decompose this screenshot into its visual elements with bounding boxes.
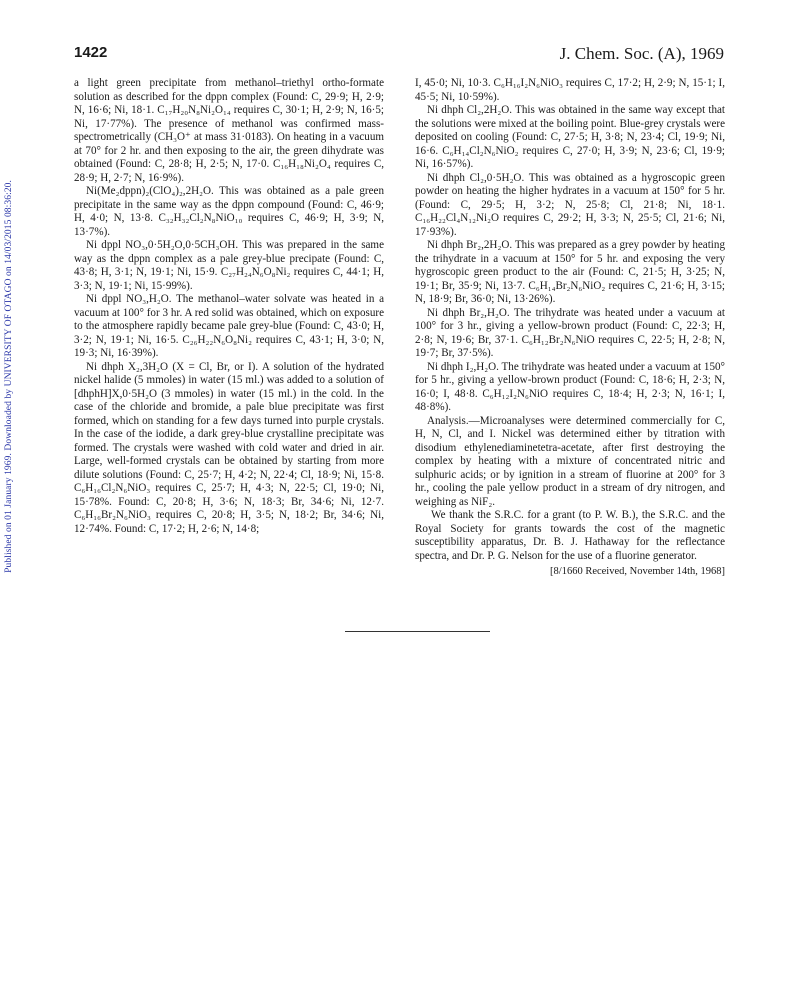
page-number: 1422: [74, 44, 108, 61]
paragraph: Ni dhph I₂,H₂O. The trihydrate was heated under a vacuum at 150° for 5 hr., giving a yellow-brown product (Found: C, 18·6; H, 2·3; N, 16·0; I, 48·8. C₆H₁₂I₂N₆NiO requires C, 18·4; H, 2·3; N, 16·1; I, 48·8%).: [415, 360, 725, 413]
left-column: [74, 77, 384, 536]
paragraph: Ni dhph Cl₂,2H₂O. This was obtained in the same way except that the solutions were mixed at the boiling point. Blue-grey crystals were deposited on cooling (Found: C, 27·5; H, 3·8; N, 23·4; Cl, 19·9; Ni, 16·6. C₆H₁₄Cl₂N₆NiO₂ requires C, 27·0; H, 3·9; N, 23·6; Cl, 19·9; Ni, 16·57%).: [415, 104, 725, 170]
acknowledgement: We thank the S.R.C. for a grant (to P. W. B.), the S.R.C. and the Royal Society for grants towards the cost of the magnetic susceptibility apparatus, Dr. B. J. Hathaway for the reflectance spectra, and Dr. P. G. Nelson for the use of a fluorine generator.: [415, 509, 725, 562]
paragraph: Ni dppl NO₃,0·5H₂O,0·5CH₃OH. This was prepared in the same way as the dppn complex as a pale grey-blue precipate (Found: C, 43·8; H, 3·1; N, 19·1; Ni, 15·9. C₂₇H₂₄N₆O₈Ni₂ requires C, 44·1; H, 3·3; N, 19·1; Ni, 15·99%).: [74, 239, 384, 292]
received-date: [8/1660 Received, November 14th, 1968]: [550, 566, 725, 577]
right-column: [415, 77, 725, 579]
journal-reference: J. Chem. Soc. (A), 1969: [559, 44, 724, 63]
paragraph: I, 45·0; Ni, 10·3. C₆H₁₆I₂N₆NiO₃ requires C, 17·2; H, 2·9; N, 15·1; I, 45·5; Ni, 10·59%).: [415, 77, 725, 103]
page-header: [74, 44, 724, 64]
paragraph: Ni dhph Cl₂,0·5H₂O. This was obtained as a hygroscopic green powder on heating the higher hydrates in a vacuum at 150° for 5 hr. (Found: C, 29·5; H, 3·2; N, 25·8; Cl, 21·8; Ni, 18·1. C₁₆H₂₂Cl₄N₁₂Ni₂O requires C, 29·2; H, 3·3; N, 25·5; Cl, 21·6; Ni, 17·93%).: [415, 171, 725, 238]
paragraph: Ni dppl NO₃,H₂O. The methanol–water solvate was heated in a vacuum at 100° for 3 hr. A red solid was obtained, which on exposure to the atmosphere rapidly became pale grey-blue (Found: C, 43·0; H, 3·2; N, 19·1; Ni, 16·5. C₂₆H₂₂N₆O₈Ni₂ requires C, 43·1; H, 3·0; N, 19·3; Ni, 16·39%).: [74, 293, 384, 359]
paragraph: Ni dhph Br₂,H₂O. The trihydrate was heated under a vacuum at 100° for 3 hr., giving a yellow-brown product (Found: C, 22·3; H, 2·8; N, 19·6; Br, 37·1. C₆H₁₂Br₂N₆NiO requires C, 22·5; H, 2·8; N, 19·7; Br, 37·5%).: [415, 306, 725, 359]
paragraph: Ni dhph X₂,3H₂O (X = Cl, Br, or I). A solution of the hydrated nickel halide (5 mmoles) in water (15 ml.) was added to a solution of [dhphH]X,0·5H₂O (3 mmoles) in water (15 ml.) in the cold. In the case of the chloride and bromide, a pale blue precipitate was first formed, which on standing for a few days turned into purple crystals. In the case of the iodide, a dark grey-blue crystalline precipitate was formed. The crystals were washed with cold water and dried in air. Large, well-formed crystals can be obtained by starting from more dilute solutions (Found: C, 25·7; H, 4·2; N, 22·4; Cl, 18·9; Ni, 15·8. C₆H₁₆Cl₂N₆NiO₃ requires C, 25·7; H, 4·3; N, 22·5; Cl, 19·0; Ni, 15·78%. Found: C, 20·8; H, 3·6; N, 18·3; Br, 34·6; Ni, 12·7. C₆H₁₆Br₂N₆NiO₃ requires C, 20·8; H, 3·5; N, 18·2; Br, 34·6; Ni, 12·74%. Found: C, 17·2; H, 2·6; N, 14·8;: [74, 360, 384, 535]
paragraph: a light green precipitate from methanol–triethyl ortho-formate solution as described for the dppn complex (Found: C, 29·9; H, 2·9; N, 16·6; Ni, 18·1. C₁₇H₂₀N₈Ni₂O₁₄ requires C, 30·1; H, 2·9; N, 16·5; Ni, 17·77%). The presence of methanol was confirmed mass-spectrometrically (CH₃O⁺ at mass 31·0183). On heating in a vacuum at 70° for 2 hr. and then exposing to the air, the green dihydrate was obtained (Found: C, 28·8; H, 2·5; N, 17·0. C₁₆H₁₈Ni₂O₄ requires C, 28·9; H, 2·7; N, 16·9%).: [74, 77, 384, 184]
download-watermark: Published on 01 January 1969. Downloaded by UNIVERSITY OF OTAGO on 14/03/2015 08:36:20.: [4, 180, 14, 573]
paragraph: Ni dhph Br₂,2H₂O. This was prepared as a grey powder by heating the trihydrate in a vacuum at 150° for 5 hr. and exposing the very hygroscopic green product to the air (Found: C, 21·5; H, 3·25; N, 19·1; Br, 35·9; Ni, 13·7. C₆H₁₄Br₂N₆NiO₂ requires C, 21·6; H, 3·15; N, 18·9; Br, 36·0; Ni, 13·26%).: [415, 239, 725, 305]
paragraph: Ni(Me₂dppn)₂(ClO₄)₂,2H₂O. This was obtained as a pale green precipitate in the same way as the dppn compound (Found: C, 46·9; H, 4·0; N, 13·8. C₃₂H₃₂Cl₂N₈NiO₁₀ requires C, 46·9; H, 3·9; N, 13·7%).: [74, 185, 384, 238]
end-rule: [345, 631, 490, 632]
analysis-paragraph: Analysis.—Microanalyses were determined commercially for C, H, N, Cl, and I. Nickel was determined either by titration with disodium ethylenediaminetetra-acetate, after first destroying the complex by heating with a mixture of concentrated nitric and sulphuric acids; or by ignition in a stream of fluorine at 200° for 3 hr., cooling the pale yellow product in a stream of dry nitrogen, and weighing as NiF₂.: [415, 414, 725, 508]
